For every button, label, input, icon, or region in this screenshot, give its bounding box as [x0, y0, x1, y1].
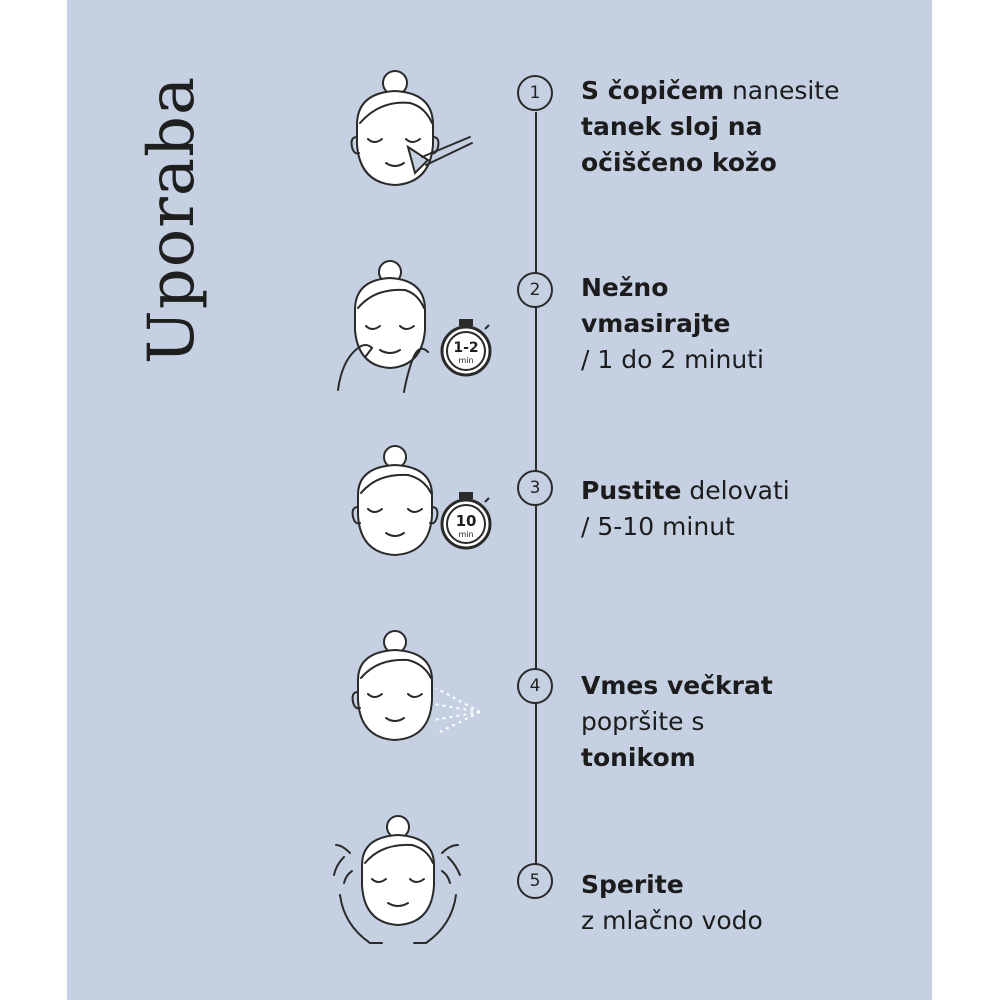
step-text-bold: vmasirajte	[581, 309, 731, 338]
step-text-regular: / 5-10 minut	[581, 512, 735, 541]
step-line	[581, 145, 881, 181]
timer-value-step3: 10	[455, 512, 477, 530]
step-text-1	[581, 73, 881, 181]
step-text-bold: Vmes večkrat	[581, 671, 773, 700]
stopwatch-icon	[436, 318, 496, 378]
face-mask-icon	[350, 445, 440, 565]
timer-unit-step3: min	[458, 530, 474, 539]
step-text-3	[581, 473, 881, 545]
step-line	[581, 867, 881, 903]
face-rinse-icon	[330, 815, 465, 950]
step-line	[581, 270, 881, 306]
step-text-5	[581, 867, 881, 939]
step-text-regular: delovati	[681, 476, 790, 505]
step-number-1: 1	[517, 75, 553, 111]
step-line	[581, 73, 881, 109]
step-line	[581, 342, 881, 378]
step-text-regular: / 1 do 2 minuti	[581, 345, 764, 374]
timer-value-step2: 1-2	[453, 340, 479, 356]
step-text-2	[581, 270, 881, 378]
step-number-2: 2	[517, 272, 553, 308]
step-line	[581, 109, 881, 145]
step-text-bold: očiščeno kožo	[581, 148, 777, 177]
step-text-4	[581, 668, 881, 776]
step-text-regular: nanesite	[724, 76, 840, 105]
step-line	[581, 306, 881, 342]
face-massage-icon	[330, 260, 450, 395]
step-text-bold: Sperite	[581, 870, 684, 899]
step-line	[581, 903, 881, 939]
step-number-5: 5	[517, 863, 553, 899]
step-number-3: 3	[517, 470, 553, 506]
page-title: Uporaba	[135, 75, 209, 365]
step-line	[581, 509, 881, 545]
step-text-bold: S čopičem	[581, 76, 724, 105]
step-text-bold: Nežno	[581, 273, 669, 302]
step-text-bold: tanek sloj na	[581, 112, 763, 141]
step-text-bold: Pustite	[581, 476, 682, 505]
step-text-bold: tonikom	[581, 743, 696, 772]
step-number-4: 4	[517, 668, 553, 704]
step-line	[581, 668, 881, 704]
step-line	[581, 740, 881, 776]
step-text-regular: z mlačno vodo	[581, 906, 763, 935]
face-brush-icon	[340, 65, 480, 195]
stopwatch-icon	[436, 491, 496, 551]
timer-unit-step2: min	[458, 356, 474, 365]
face-spray-icon	[350, 630, 485, 750]
step-text-regular: popršite s	[581, 707, 705, 736]
step-line	[581, 704, 881, 740]
step-line	[581, 473, 881, 509]
